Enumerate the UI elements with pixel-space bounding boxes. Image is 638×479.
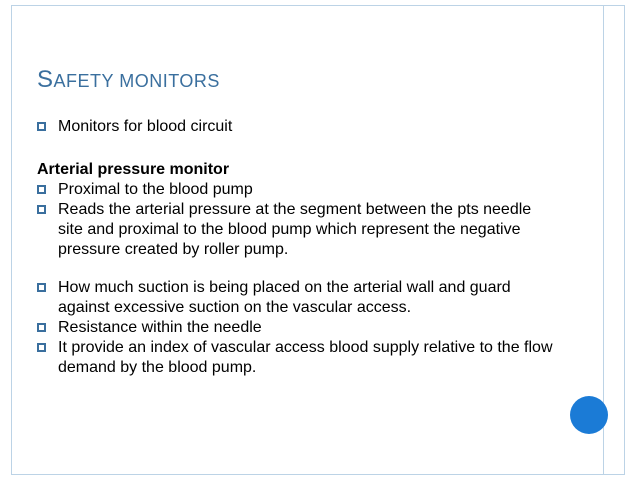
bullet-icon bbox=[37, 205, 46, 214]
bullet-icon bbox=[37, 343, 46, 352]
accent-circle bbox=[570, 396, 608, 434]
bullet-item bbox=[37, 180, 557, 200]
bullet-text: Monitors for blood circuit bbox=[58, 118, 233, 135]
bullet-icon bbox=[37, 283, 46, 292]
bullet-icon bbox=[37, 122, 46, 131]
bullet-text: Proximal to the blood pump bbox=[58, 181, 253, 198]
bullet-item bbox=[37, 338, 557, 378]
bullet-icon bbox=[37, 323, 46, 332]
bullet-icon bbox=[37, 185, 46, 194]
bullet-item bbox=[37, 278, 557, 318]
slide-content bbox=[37, 117, 557, 378]
bullet-item bbox=[37, 318, 557, 338]
bullet-item bbox=[37, 117, 557, 137]
bullet-text: Resistance within the needle bbox=[58, 319, 262, 336]
bullet-item bbox=[37, 200, 557, 260]
slide-title-rest: AFETY MONITORS bbox=[53, 71, 220, 91]
bullet-text: It provide an index of vascular access blood supply relative to the flow demand by the blood pump. bbox=[58, 339, 553, 376]
slide-title bbox=[37, 66, 220, 94]
section-heading: Arterial pressure monitor bbox=[37, 161, 230, 178]
bullet-text: Reads the arterial pressure at the segment between the pts needle site and proximal to the blood pump which represent the negative pressure created by roller pump. bbox=[58, 201, 532, 258]
bullet-text: How much suction is being placed on the arterial wall and guard against excessive suction on the vascular access. bbox=[58, 279, 511, 316]
slide-title-initial: S bbox=[37, 66, 54, 93]
